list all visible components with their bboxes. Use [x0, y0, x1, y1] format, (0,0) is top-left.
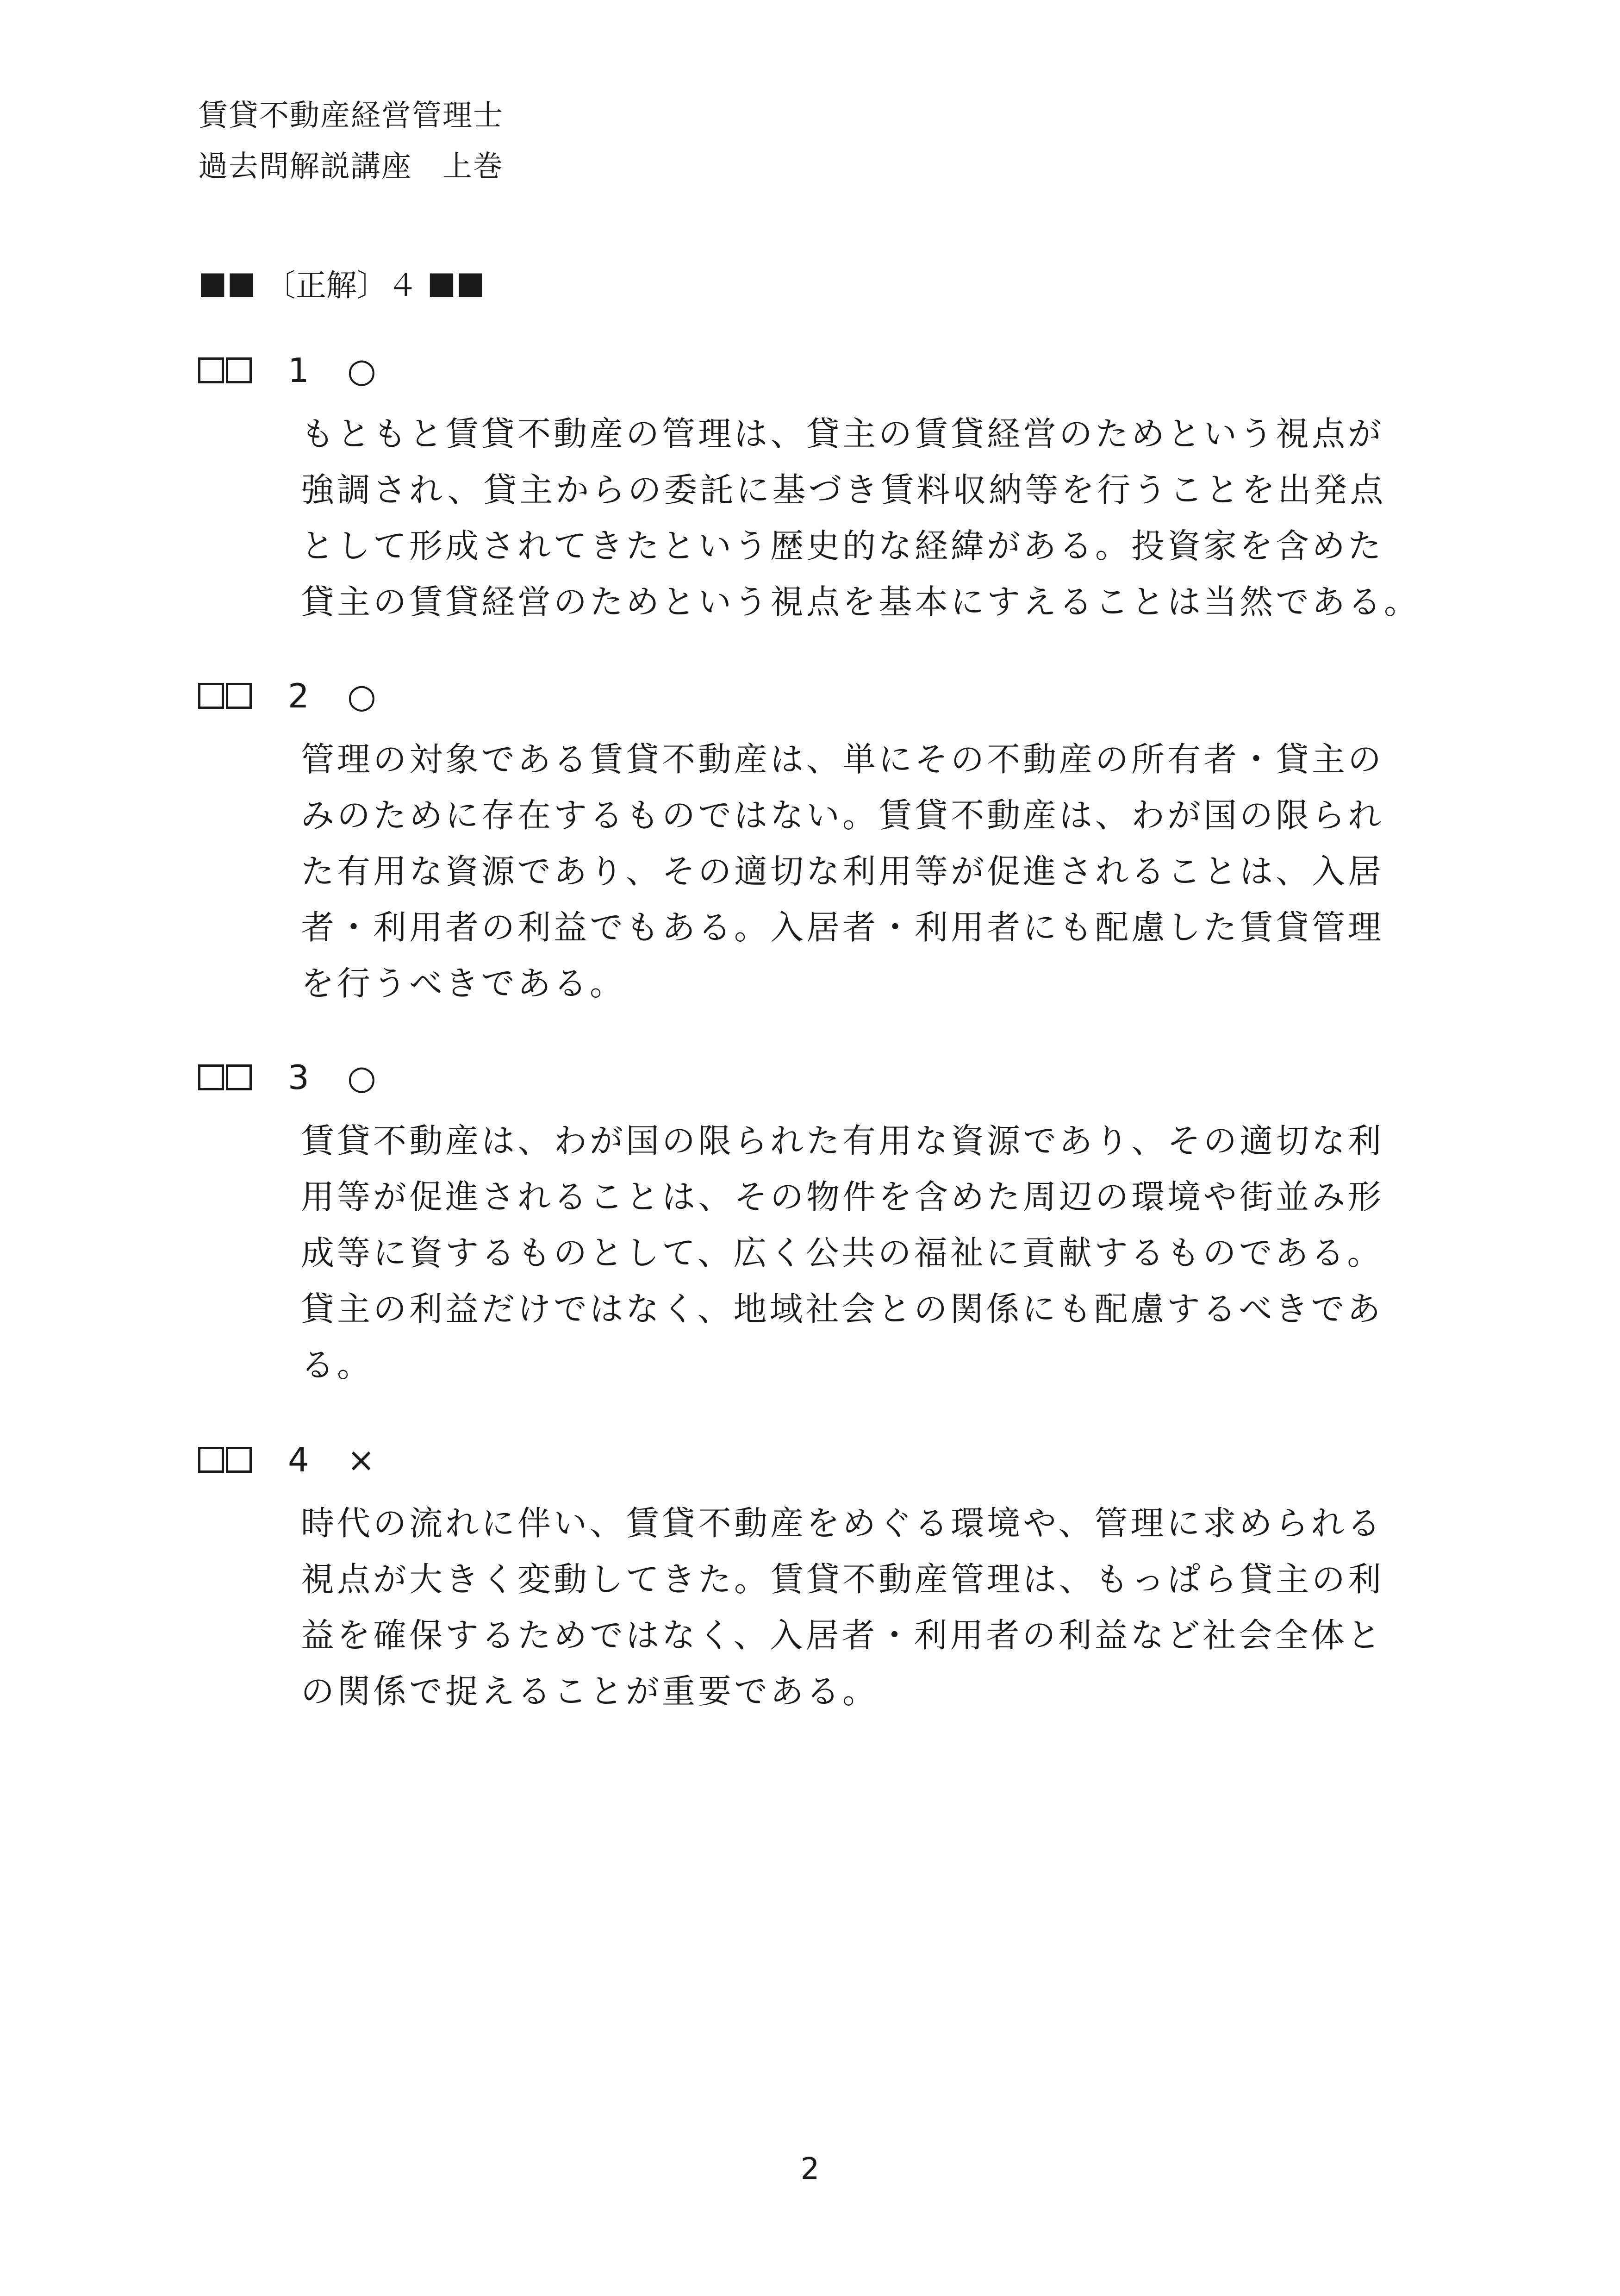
item-number: 2: [288, 676, 309, 715]
correct-mark-icon: ○: [347, 351, 376, 390]
explanation-item-3: [198, 1052, 1420, 1393]
review-checkboxes: [198, 357, 252, 383]
explanation-item-1: [198, 345, 1420, 630]
correct-mark-icon: ○: [347, 676, 376, 715]
explanation-line: 賃貸不動産は、わが国の限られた有用な資源であり、その適切な利: [301, 1121, 1384, 1160]
item-number: 3: [288, 1058, 309, 1097]
explanation-line: みのために存在するものではない。賃貸不動産は、わが国の限られ: [301, 796, 1384, 835]
answer-text: 〔正解〕４: [265, 267, 418, 303]
item-explanation: [301, 406, 1421, 630]
review-checkbox-icon[interactable]: [198, 1064, 224, 1090]
explanation-line: 成等に資するものとして、広く公共の福祉に貢献するものである。: [301, 1233, 1383, 1272]
explanation-line: た有用な資源であり、その適切な利用等が促進されることは、入居: [301, 852, 1384, 891]
explanation-line: の関係で捉えることが重要である。: [301, 1672, 879, 1711]
answer-left-marks: ■■: [198, 264, 256, 300]
review-checkbox-icon[interactable]: [198, 683, 224, 709]
header-title: 賃貸不動産経営管理士: [198, 99, 504, 133]
item-number: 1: [288, 351, 309, 390]
review-checkbox-icon[interactable]: [226, 683, 252, 709]
item-header: [198, 1434, 1420, 1485]
item-explanation: [301, 732, 1393, 1012]
item-header: [198, 670, 1420, 721]
header-subtitle: 過去問解説講座 上巻: [198, 150, 504, 184]
item-header: [198, 345, 1420, 396]
item-explanation: [301, 1113, 1393, 1393]
explanation-line: 管理の対象である賃貸不動産は、単にその不動産の所有者・貸主の: [301, 740, 1384, 779]
document-header: [198, 90, 504, 192]
item-header: [198, 1052, 1420, 1103]
explanation-line: もともと賃貸不動産の管理は、貸主の賃貸経営のためという視点が: [301, 414, 1384, 453]
explanation-item-2: [198, 670, 1420, 1012]
explanation-line: 用等が促進されることは、その物件を含めた周辺の環境や街並み形: [301, 1177, 1384, 1216]
page-number: 2: [800, 2152, 820, 2186]
review-checkboxes: [198, 1064, 252, 1090]
review-checkbox-icon[interactable]: [226, 357, 252, 383]
explanation-line: として形成されてきたという歴史的な経緯がある。投資家を含めた: [301, 526, 1384, 565]
review-checkbox-icon[interactable]: [226, 1447, 252, 1473]
explanation-line: る。: [301, 1345, 374, 1384]
answer-line: [198, 257, 485, 308]
explanation-line: 時代の流れに伴い、賃貸不動産をめぐる環境や、管理に求められる: [301, 1504, 1383, 1543]
explanation-line: 強調され、貸主からの委託に基づき賃料収納等を行うことを出発点: [301, 470, 1386, 509]
explanation-line: を行うべきである。: [301, 964, 626, 1003]
explanation-line: 貸主の利益だけではなく、地域社会との関係にも配慮するべきであ: [301, 1289, 1383, 1328]
explanation-item-4: [198, 1434, 1420, 1720]
item-number: 4: [288, 1440, 309, 1479]
review-checkbox-icon[interactable]: [198, 357, 224, 383]
review-checkboxes: [198, 683, 252, 709]
explanation-line: 貸主の賃貸経営のためという視点を基本にすえることは当然である。: [301, 582, 1421, 621]
correct-mark-icon: ○: [347, 1058, 376, 1097]
incorrect-mark-icon: ×: [347, 1440, 375, 1479]
review-checkbox-icon[interactable]: [198, 1447, 224, 1473]
item-explanation: [301, 1495, 1393, 1720]
answer-right-marks: ■■: [427, 264, 485, 300]
review-checkbox-icon[interactable]: [226, 1064, 252, 1090]
review-checkboxes: [198, 1447, 252, 1473]
explanation-line: 者・利用者の利益でもある。入居者・利用者にも配慮した賃貸管理: [301, 908, 1384, 947]
explanation-line: 視点が大きく変動してきた。賃貸不動産管理は、もっぱら貸主の利: [301, 1560, 1384, 1599]
explanation-line: 益を確保するためではなく、入居者・利用者の利益など社会全体と: [301, 1616, 1383, 1655]
